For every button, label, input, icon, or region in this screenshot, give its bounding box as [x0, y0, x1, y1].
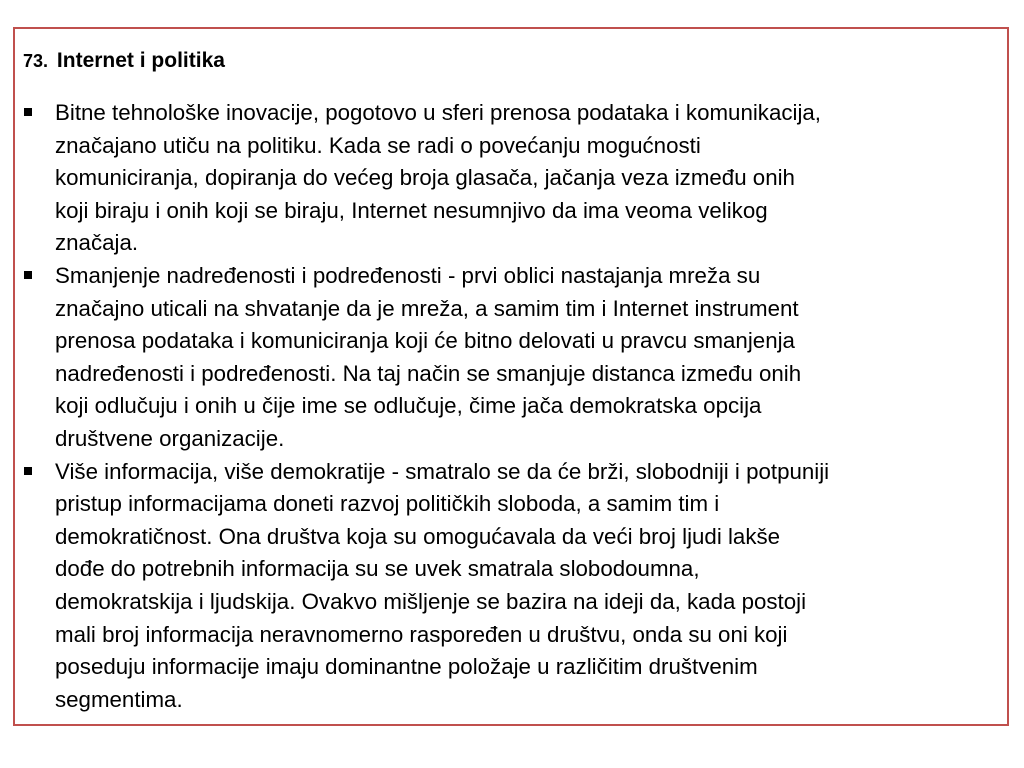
bullet-line: mali broj informacija neravnomerno raspoređen u društvu, onda su oni koji [55, 621, 788, 647]
bullet-line: koji odlučuju i onih u čije ime se odlučuje, čime jača demokratska opcija [55, 393, 762, 419]
bullet-line: Smanjenje nadređenosti i podređenosti - prvi oblici nastajanja mreža su [55, 262, 761, 288]
slide-title-text: Internet i politika [56, 49, 225, 72]
square-bullet-icon [24, 271, 32, 279]
bullet-line: značajno uticali na shvatanje da je mreža, a samim tim i Internet instrument [55, 295, 799, 321]
square-bullet-icon [24, 467, 32, 475]
bullet-list [22, 97, 1002, 716]
bullet-line: društvene organizacije. [55, 425, 285, 451]
bullet-line: prenosa podataka i komuniciranja koji će bitno delovati u pravcu smanjenja [55, 328, 795, 354]
bullet-line: dođe do potrebnih informacija su se uvek smatrala slobodoumna, [55, 556, 700, 582]
bullet-line: Više informacija, više demokratije - smatralo se da će brži, slobodniji i potpuniji [55, 458, 830, 484]
bullet-line: koji biraju i onih koji se biraju, Internet nesumnjivo da ima veoma velikog [55, 197, 768, 223]
bullet-item [22, 260, 1002, 456]
bullet-line: Bitne tehnološke inovacije, pogotovo u sferi prenosa podataka i komunikacija, [55, 100, 821, 125]
square-bullet-icon [24, 108, 32, 116]
slide-title [23, 38, 225, 75]
bullet-line: poseduju informacije imaju dominantne položaje u različitim društvenim [55, 654, 758, 680]
bullet-line: značaja. [55, 230, 139, 256]
bullet-line: demokratičnost. Ona društva koja su omogućavala da veći broj ljudi lakše [55, 523, 781, 549]
bullet-line: segmentima. [55, 686, 183, 712]
bullet-line: pristup informacijama doneti razvoj političkih sloboda, a samim tim i [55, 491, 720, 517]
bullet-line: nadređenosti i podređenosti. Na taj način se smanjuje distanca između onih [55, 360, 802, 386]
slide-number: 73. [23, 51, 49, 71]
bullet-item [22, 97, 1002, 260]
bullet-item [22, 456, 1002, 717]
bullet-line: komuniciranja, dopiranja do većeg broja glasača, jačanja veza između onih [55, 165, 795, 191]
bullet-line: značajano utiču na politiku. Kada se radi o povećanju mogućnosti [55, 132, 701, 158]
bullet-line: demokratskija i ljudskija. Ovakvo mišljenje se bazira na ideji da, kada postoji [55, 588, 807, 614]
